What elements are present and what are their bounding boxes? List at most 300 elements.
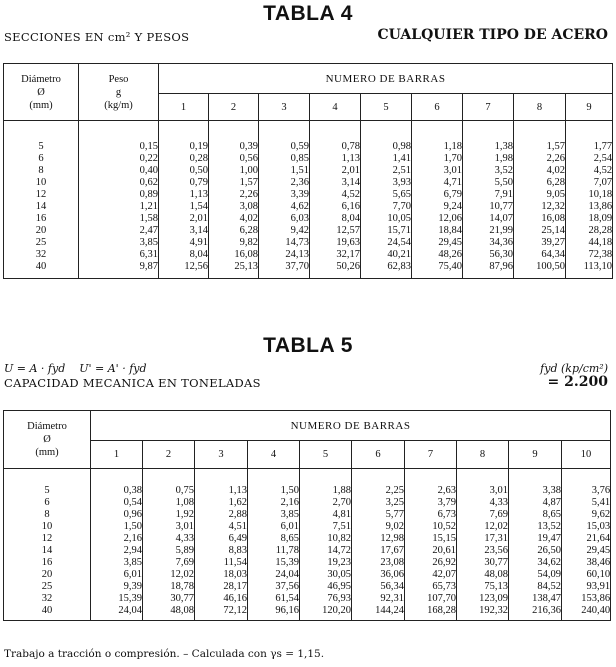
table-cell: 12 [35,188,47,200]
table-cell: 24,54 [387,236,411,248]
table-cell: 28,28 [588,224,613,236]
bars-column-4 [310,141,361,273]
table-cell: 4,62 [290,200,309,212]
spacer-cell [566,273,613,279]
table-cell: 0,79 [189,176,208,188]
table-cell: 1,21 [139,200,158,212]
table-cell: 87,96 [489,260,513,272]
table-cell: 19,47 [537,532,561,544]
table-cell: 15,15 [432,532,456,544]
spacer-cell [4,121,79,141]
table-cell: 28,17 [223,580,247,592]
spacer-cell [300,469,352,485]
table-cell: 9,39 [123,580,142,592]
table-cell: 48,26 [438,248,462,260]
spacer-cell [209,273,259,279]
table-cell: 5 [38,140,44,152]
spacer-cell [509,617,562,621]
table-cell: 26,50 [537,544,561,556]
table-cell: 4,52 [341,188,360,200]
bars-column-6 [412,141,463,273]
table-cell: 75,40 [438,260,462,272]
fyd-label: fyd (kp/cm²) [540,362,608,375]
tabla5-title: TABLA 5 [263,334,353,357]
table-cell: 240,40 [581,604,611,616]
table-cell: 3,38 [542,484,561,496]
table-cell: 5,50 [494,176,513,188]
tabla4-table [3,63,613,279]
diametro-header: Diámetro Ø (mm) [4,64,79,121]
table-cell: 144,24 [375,604,404,616]
table-cell: 2,16 [123,532,142,544]
table-cell: 25,13 [234,260,258,272]
table-cell: 7,70 [392,200,411,212]
spacer-cell [79,273,159,279]
bars-column-5 [300,485,352,617]
table-cell: 16 [41,556,53,568]
spacer-cell [457,617,509,621]
table-cell: 3,85 [139,236,158,248]
bar-count-header: 8 [514,94,566,121]
table-cell: 17,31 [484,532,508,544]
table-cell: 1,50 [123,520,142,532]
table-cell: 6,01 [280,520,299,532]
diametro-header-5: Diámetro Ø (mm) [4,411,91,469]
table-cell: 9,24 [443,200,462,212]
table-cell: 30,05 [327,568,351,580]
spacer-cell [259,273,310,279]
table-cell: 123,09 [479,592,508,604]
table-cell: 2,51 [392,164,411,176]
table-cell: 40,21 [387,248,411,260]
table-cell: 3,25 [385,496,404,508]
bar-count-header: 10 [562,441,611,469]
table-cell: 8,83 [228,544,247,556]
table-cell: 13,86 [588,200,613,212]
bars-column-6 [352,485,405,617]
spacer-cell [514,273,566,279]
table-cell: 0,54 [123,496,142,508]
bars-column-9 [566,141,613,273]
table-cell: 26,92 [432,556,456,568]
bar-count-header: 3 [195,441,248,469]
table-cell: 15,71 [387,224,411,236]
table-cell: 1,57 [239,176,258,188]
table-cell: 8 [44,508,50,520]
spacer-cell [514,121,566,141]
spacer-cell [412,121,463,141]
table-cell: 12,06 [438,212,462,224]
table-cell: 2,26 [239,188,258,200]
table-cell: 2,70 [332,496,351,508]
table-cell: 8,04 [341,212,360,224]
spacer-cell [209,121,259,141]
bars-column-3 [195,485,248,617]
bar-count-header: 5 [300,441,352,469]
table-cell: 2,47 [139,224,158,236]
spacer-cell [457,469,509,485]
table-cell: 2,16 [280,496,299,508]
table-cell: 0,56 [239,152,258,164]
bar-count-header: 9 [566,94,613,121]
table-cell: 8,04 [189,248,208,260]
table-cell: 1,98 [494,152,513,164]
diameter-column [4,141,79,273]
table-cell: 9,42 [290,224,309,236]
table-cell: 6,79 [443,188,462,200]
spacer-cell [412,273,463,279]
table-cell: 2,63 [437,484,456,496]
bar-count-header: 2 [209,94,259,121]
table-cell: 76,93 [327,592,351,604]
spacer-cell [352,469,405,485]
table-cell: 0,28 [189,152,208,164]
bars-column-4 [248,485,300,617]
table-cell: 60,10 [586,568,611,580]
table-cell: 4,87 [542,496,561,508]
spacer-cell [195,469,248,485]
table-cell: 216,36 [532,604,561,616]
spacer-cell [509,469,562,485]
table-cell: 56,34 [380,580,404,592]
table-cell: 37,56 [275,580,299,592]
bars-column-5 [361,141,412,273]
table-cell: 3,85 [123,556,142,568]
spacer-cell [300,617,352,621]
table-cell: 23,56 [484,544,508,556]
table-cell: 14,72 [327,544,351,556]
spacer-cell [463,273,514,279]
table-cell: 0,85 [290,152,309,164]
table-cell: 9,02 [385,520,404,532]
table-cell: 5,65 [392,188,411,200]
table-cell: 25,14 [541,224,565,236]
bar-count-header: 4 [310,94,361,121]
table-cell: 16,08 [541,212,565,224]
table-cell: 0,38 [123,484,142,496]
table-cell: 10 [41,520,53,532]
table-cell: 0,62 [139,176,158,188]
table-cell: 1,57 [546,140,565,152]
table-cell: 0,50 [189,164,208,176]
table-cell: 29,45 [586,544,611,556]
table-cell: 21,64 [586,532,611,544]
table-cell: 46,95 [327,580,351,592]
table-cell: 3,01 [489,484,508,496]
table-cell: 1,18 [443,140,462,152]
spacer-cell [566,121,613,141]
table-cell: 65,73 [432,580,456,592]
table-cell: 3,14 [341,176,360,188]
table-cell: 1,70 [443,152,462,164]
table-cell: 6,16 [341,200,360,212]
bar-count-header: 1 [159,94,209,121]
table-cell: 92,31 [380,592,404,604]
table-cell: 12,57 [336,224,360,236]
table-cell: 5,89 [175,544,194,556]
table-cell: 96,16 [275,604,299,616]
table-cell: 2,94 [123,544,142,556]
spacer-cell [4,273,79,279]
spacer-cell [361,121,412,141]
table-cell: 6,03 [290,212,309,224]
table-cell: 0,15 [139,140,158,152]
bars-column-10 [562,485,611,617]
table-cell: 1,62 [228,496,247,508]
table-cell: 4,33 [489,496,508,508]
bar-count-header: 3 [259,94,310,121]
table-cell: 1,13 [189,188,208,200]
bar-count-header: 9 [509,441,562,469]
peso-column [79,141,159,273]
table-cell: 34,36 [489,236,513,248]
table-cell: 4,51 [228,520,247,532]
spacer-cell [248,617,300,621]
table-cell: 18,84 [438,224,462,236]
table-cell: 12,02 [170,568,194,580]
bars-column-1 [91,485,143,617]
bars-column-2 [143,485,195,617]
table-cell: 44,18 [588,236,613,248]
table-cell: 2,01 [189,212,208,224]
table-cell: 6,31 [139,248,158,260]
table-cell: 54,09 [537,568,561,580]
table-cell: 6,49 [228,532,247,544]
table-cell: 3,14 [189,224,208,236]
table-cell: 4,81 [332,508,351,520]
table-cell: 7,91 [494,188,513,200]
table-cell: 5,77 [385,508,404,520]
tabla5-footnote: Trabajo a tracción o compresión. – Calculada con γs = 1,15. [4,648,325,660]
table-cell: 2,88 [228,508,247,520]
bar-count-header: 8 [457,441,509,469]
table-cell: 1,77 [593,140,613,152]
numero-barras-header: NUMERO DE BARRAS [159,64,613,94]
table-cell: 4,52 [593,164,613,176]
table-cell: 5,41 [591,496,611,508]
table-cell: 0,39 [239,140,258,152]
spacer-cell [159,121,209,141]
table-cell: 3,85 [280,508,299,520]
table-cell: 0,19 [189,140,208,152]
table-cell: 17,67 [380,544,404,556]
table-cell: 15,39 [275,556,299,568]
bar-count-header: 1 [91,441,143,469]
table-cell: 7,51 [332,520,351,532]
table-cell: 2,26 [546,152,565,164]
table-cell: 14,07 [489,212,513,224]
table-cell: 20 [41,568,53,580]
table-cell: 75,13 [484,580,508,592]
table-cell: 21,99 [489,224,513,236]
spacer-cell [159,273,209,279]
tabla4-title: TABLA 4 [263,2,353,25]
bar-count-header: 5 [361,94,412,121]
table-cell: 3,01 [175,520,194,532]
table-cell: 3,76 [591,484,611,496]
bars-column-8 [514,141,566,273]
spacer-cell [4,617,91,621]
spacer-cell [562,617,611,621]
table-cell: 56,30 [489,248,513,260]
table-cell: 10,52 [432,520,456,532]
table-cell: 2,54 [593,152,613,164]
table-cell: 19,23 [327,556,351,568]
table-cell: 12 [41,532,53,544]
table-cell: 8 [38,164,44,176]
table-cell: 14 [41,544,53,556]
table-cell: 3,79 [437,496,456,508]
table-cell: 4,02 [546,164,565,176]
spacer-cell [195,617,248,621]
spacer-cell [79,121,159,141]
tabla5-table [3,410,611,621]
table-cell: 37,70 [285,260,309,272]
table-cell: 4,02 [239,212,258,224]
spacer-cell [361,273,412,279]
table-cell: 5 [44,484,50,496]
table-cell: 6,28 [546,176,565,188]
table-cell: 50,26 [336,260,360,272]
table-cell: 48,08 [170,604,194,616]
bars-column-7 [405,485,457,617]
table-cell: 34,62 [537,556,561,568]
spacer-cell [91,469,143,485]
table-cell: 4,71 [443,176,462,188]
bars-column-1 [159,141,209,273]
table-cell: 1,92 [175,508,194,520]
table-cell: 138,47 [532,592,561,604]
spacer-cell [259,121,310,141]
table-cell: 1,38 [494,140,513,152]
table-cell: 3,52 [494,164,513,176]
spacer-cell [91,617,143,621]
table-cell: 61,54 [275,592,299,604]
table-cell: 107,70 [427,592,456,604]
tabla5-formula: U = A · fyd U' = A' · fyd [4,362,147,375]
table-cell: 1,58 [139,212,158,224]
table-cell: 1,51 [290,164,309,176]
table-cell: 46,16 [223,592,247,604]
table-cell: 1,41 [392,152,411,164]
table-cell: 100,50 [536,260,565,272]
table-cell: 10,05 [387,212,411,224]
table-cell: 10,82 [327,532,351,544]
table-cell: 64,34 [541,248,565,260]
table-cell: 6 [44,496,50,508]
table-cell: 1,13 [228,484,247,496]
table-cell: 15,39 [118,592,142,604]
table-cell: 36,06 [380,568,404,580]
spacer-cell [405,469,457,485]
table-cell: 23,08 [380,556,404,568]
table-cell: 38,46 [586,556,611,568]
spacer-cell [310,121,361,141]
bar-count-header: 7 [463,94,514,121]
table-cell: 4,91 [189,236,208,248]
table-cell: 9,82 [239,236,258,248]
table-cell: 0,22 [139,152,158,164]
table-cell: 20,61 [432,544,456,556]
table-cell: 12,98 [380,532,404,544]
table-cell: 40 [41,604,53,616]
table-cell: 30,77 [170,592,194,604]
table-cell: 2,25 [385,484,404,496]
spacer-cell [463,121,514,141]
table-cell: 10 [35,176,47,188]
spacer-cell [310,273,361,279]
table-cell: 14,73 [285,236,309,248]
table-cell: 6 [38,152,44,164]
bars-column-8 [457,485,509,617]
tabla5-subtitle: CAPACIDAD MECANICA EN TONELADAS [4,376,261,390]
table-cell: 10,77 [489,200,513,212]
spacer-cell [562,469,611,485]
table-cell: 32,17 [336,248,360,260]
table-cell: 7,07 [593,176,613,188]
table-cell: 0,75 [175,484,194,496]
table-cell: 24,13 [285,248,309,260]
table-cell: 10,18 [588,188,613,200]
table-cell: 40 [35,260,47,272]
table-cell: 2,36 [290,176,309,188]
spacer-cell [4,469,91,485]
spacer-cell [352,617,405,621]
table-cell: 168,28 [427,604,456,616]
table-cell: 11,78 [275,544,299,556]
table-cell: 18,03 [223,568,247,580]
table-cell: 30,77 [484,556,508,568]
table-cell: 84,52 [537,580,561,592]
table-cell: 14 [35,200,47,212]
table-cell: 0,89 [139,188,158,200]
table-cell: 11,54 [223,556,247,568]
table-cell: 39,27 [541,236,565,248]
table-cell: 1,13 [341,152,360,164]
table-cell: 18,78 [170,580,194,592]
table-cell: 8,65 [280,532,299,544]
table-cell: 16 [35,212,47,224]
bar-count-header: 6 [352,441,405,469]
table-cell: 48,08 [484,568,508,580]
table-cell: 7,69 [489,508,508,520]
tabla4-subtitle: SECCIONES EN cm² Y PESOS [4,30,190,44]
table-cell: 13,52 [537,520,561,532]
table-cell: 6,01 [123,568,142,580]
table-cell: 120,20 [322,604,351,616]
table-cell: 0,96 [123,508,142,520]
table-cell: 1,54 [189,200,208,212]
table-cell: 25 [35,236,47,248]
table-cell: 9,62 [591,508,611,520]
bar-count-header: 2 [143,441,195,469]
bars-column-3 [259,141,310,273]
table-cell: 192,32 [479,604,508,616]
table-cell: 0,98 [392,140,411,152]
table-cell: 0,59 [290,140,309,152]
bars-column-7 [463,141,514,273]
table-cell: 12,02 [484,520,508,532]
table-cell: 15,03 [586,520,611,532]
table-cell: 1,88 [332,484,351,496]
table-cell: 3,08 [239,200,258,212]
spacer-cell [405,617,457,621]
table-cell: 32 [35,248,47,260]
table-cell: 113,10 [583,260,613,272]
numero-barras-header-5: NUMERO DE BARRAS [91,411,611,441]
table-cell: 1,08 [175,496,194,508]
table-cell: 29,45 [438,236,462,248]
